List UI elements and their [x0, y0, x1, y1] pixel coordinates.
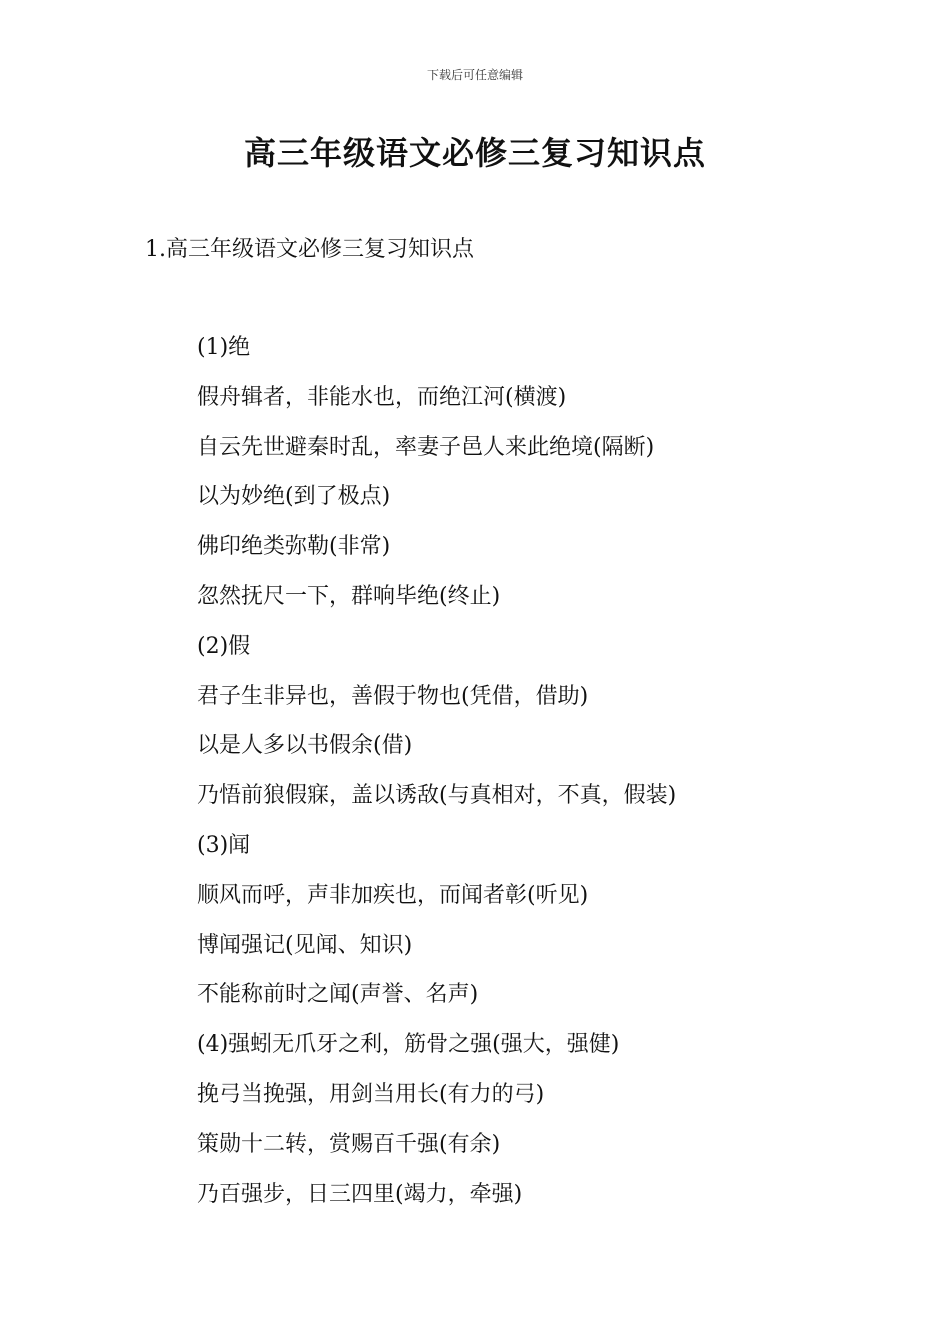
content-line: 挽弓当挽强，用剑当用长(有力的弓) [197, 1081, 545, 1107]
section-heading: 1.高三年级语文必修三复习知识点 [145, 237, 474, 262]
content-lines [197, 330, 897, 1226]
content-line: 不能称前时之闻(声誉、名声) [197, 982, 479, 1008]
content-line: 君子生非异也，善假于物也(凭借，借助) [197, 683, 589, 709]
content-line: 自云先世避秦时乱，率妻子邑人来此绝境(隔断) [197, 434, 655, 460]
document-title: 高三年级语文必修三复习知识点 [243, 134, 706, 172]
content-line: 乃悟前狼假寐，盖以诱敌(与真相对，不真，假装) [197, 783, 677, 809]
content-line: 以为妙绝(到了极点) [197, 484, 391, 510]
content-line: 博闻强记(见闻、知识) [197, 932, 413, 958]
header-note: 下载后可任意编辑 [426, 68, 523, 82]
content-line: 乃百强步，日三四里(竭力，牵强) [197, 1181, 523, 1207]
content-line: (2)假 [197, 633, 251, 659]
content-line: 策勋十二转，赏赐百千强(有余) [197, 1131, 501, 1157]
content-line: 以是人多以书假余(借) [197, 733, 413, 759]
content-line: 忽然抚尺一下，群响毕绝(终止) [197, 583, 501, 609]
content-line: (1)绝 [197, 335, 251, 360]
content-line: 假舟辑者，非能水也，而绝江河(横渡) [197, 384, 567, 410]
content-line: (3)闻 [197, 832, 251, 858]
content-line: 佛印绝类弥勒(非常) [197, 534, 391, 560]
content-line: (4)强蚓无爪牙之利，筋骨之强(强大，强健) [197, 1032, 620, 1058]
content-line: 顺风而呼，声非加疾也，而闻者彰(听见) [197, 882, 589, 908]
